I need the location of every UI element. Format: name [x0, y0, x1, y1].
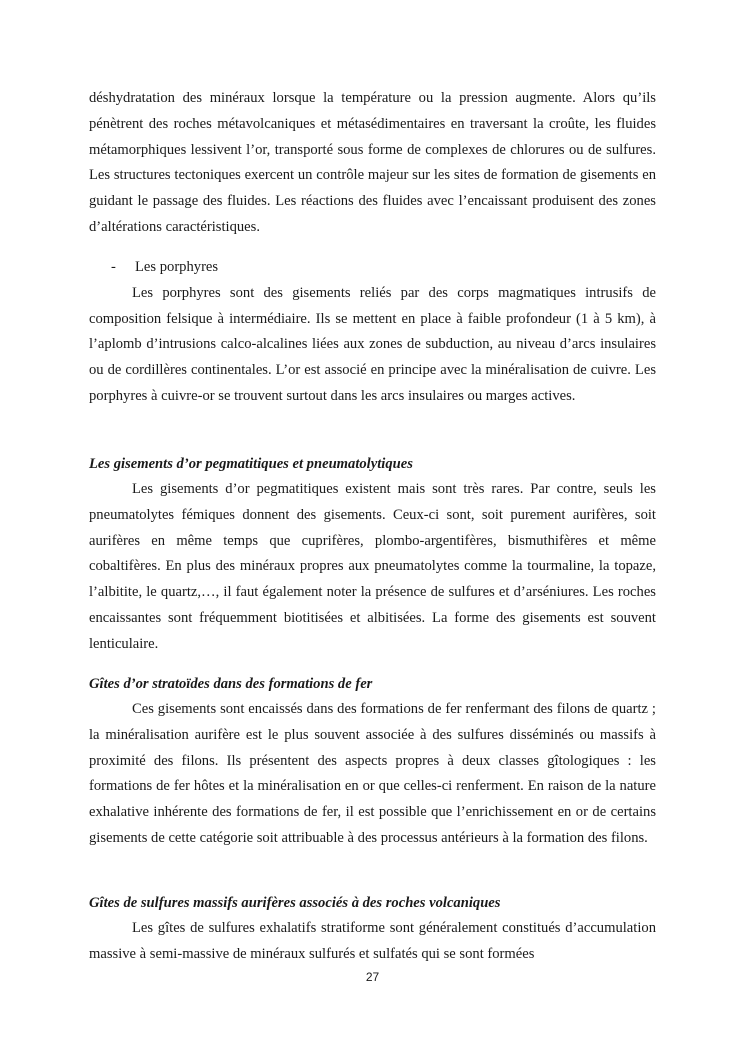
body-paragraph: Les gîtes de sulfures exhalatifs stratiforme sont généralement constitués d’accumulation massive à semi-massive de minéraux sulfurés et sulfatés qui se sont formées [89, 920, 656, 962]
body-paragraph: Ces gisements sont encaissés dans des formations de fer renfermant des filons de quartz ; la minéralisation aurifère est le plus souvent associée à des sulfures disséminés ou massifs à proximité des filons. Ils présentent des aspects propres à deux classes gîtologiques : les formations de fer hôtes et la minéralisation en or que celles-ci renferment. En raison de la nature exhalative inhérente des formations de fer, il est possible que l’enrichissement en or de certains gisements de cette catégorie soit attribuable à des processus antérieurs à la formation des filons. [89, 701, 656, 846]
section-heading: Gîtes d’or stratoïdes dans des formations de fer [89, 676, 373, 692]
porphyres-section [89, 255, 656, 410]
pegmatitiques-section [89, 452, 656, 658]
section-heading: Gîtes de sulfures massifs aurifères associés à des roches volcaniques [89, 895, 501, 911]
intro-paragraph-block [89, 86, 656, 241]
body-paragraph: Les gisements d’or pegmatitiques existent mais sont très rares. Par contre, seuls les pneumatolytes fémiques donnent des gisements. Ceux-ci sont, soit purement aurifères, soit aurifères en même temps que cuprifères, plombo-argentifères, bismuthifères et même cobaltifères. En plus des minéraux propres aux pneumatolytes comme la tourmaline, la topaze, l’albitite, le quartz,…, il faut également noter la présence de sulfures et d’arséniures. Les roches encaissantes sont fréquemment biotitisées et albitisées. La forme des gisements est souvent lenticulaire. [89, 481, 656, 652]
page-number: 27 [365, 970, 380, 984]
sulfures-section [89, 891, 656, 968]
section-heading: Les gisements d’or pegmatitiques et pneumatolytiques [89, 456, 413, 472]
bullet-item [89, 255, 656, 281]
strataoides-section [89, 672, 656, 852]
bullet-dash: - [111, 259, 116, 275]
body-paragraph: déshydratation des minéraux lorsque la température ou la pression augmente. Alors qu’ils pénètrent des roches métavolcaniques et métasédimentaires en traversant la croûte, les fluides métamorphiques lessivent l’or, transporté sous forme de complexes de chlorures ou de sulfures. Les structures tectoniques exercent un contrôle majeur sur les sites de formation de gisements en guidant le passage des fluides. Les réactions des fluides avec l’encaissant produisent des zones d’altérations caractéristiques. [89, 90, 656, 235]
bullet-label: Les porphyres [135, 259, 219, 275]
body-paragraph: Les porphyres sont des gisements reliés par des corps magmatiques intrusifs de composition felsique à intermédiaire. Ils se mettent en place à faible profondeur (1 à 5 km), à l’aplomb d’intrusions calco-alcalines liées aux zones de subduction, au niveau d’arcs insulaires ou de cordillères continentales. L’or est associé en principe avec la minéralisation de cuivre. Les porphyres à cuivre-or se trouvent surtout dans les arcs insulaires ou marges actives. [89, 284, 656, 404]
